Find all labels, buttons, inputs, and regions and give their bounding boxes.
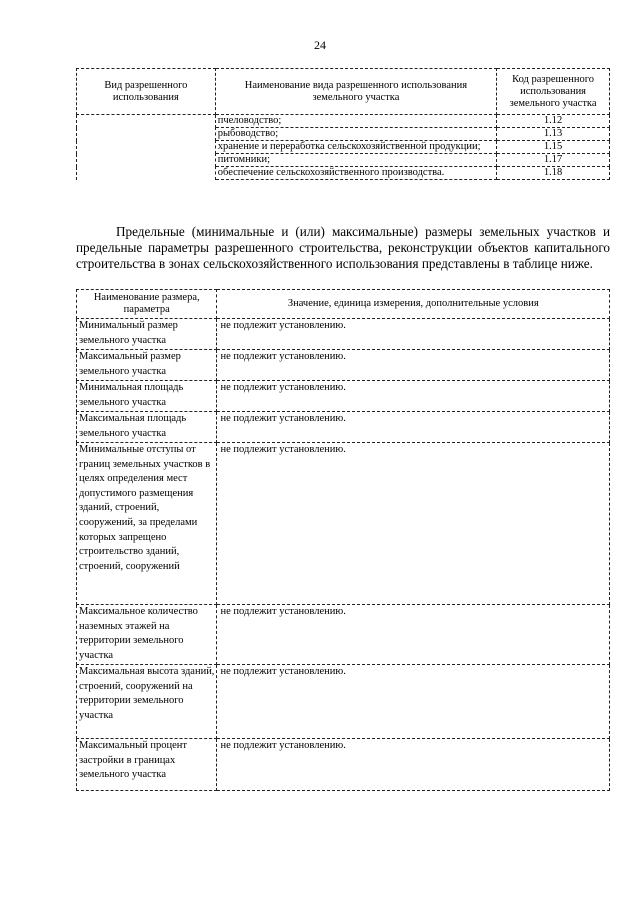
use-name-cell: пчеловодство; (215, 115, 496, 128)
parameter-name-cell: Максимальный процент застройки в границах земельного участка (77, 739, 217, 791)
parameters-table (76, 289, 610, 791)
page-number: 24 (314, 38, 326, 52)
parameter-value-cell: не подлежит установлению. (217, 443, 610, 605)
table-row (77, 319, 610, 350)
table-row (77, 605, 610, 665)
use-name-cell: рыбоводство; (215, 128, 496, 141)
table-row (77, 350, 610, 381)
use-code-cell: 1.12 (497, 115, 610, 128)
parameter-name-cell: Максимальный размер земельного участка (77, 350, 217, 381)
use-code-cell: 1.15 (497, 141, 610, 154)
parameter-name-cell: Максимальная высота зданий, строений, сооружений на территории земельного участка (77, 665, 217, 739)
parameter-name-cell: Максимальное количество наземных этажей на территории земельного участка (77, 605, 217, 665)
parameter-name-cell: Минимальные отступы от границ земельных участков в целях определения мест допустимого размещения зданий, строений, сооружений, за пределами которых запрещено строительство зданий, строений, сооружений (77, 443, 217, 605)
intro-paragraph: Предельные (минимальные и (или) максимальные) размеры земельных участков и предельные параметры разрешенного строительства, реконструкции объектов капитального строительства в зонах сельскохозяйственного использования представлены в таблице ниже. (76, 224, 610, 271)
use-name-cell: обеспечение сельскохозяйственного производства. (215, 167, 496, 180)
use-name-cell: хранение и переработка сельскохозяйственной продукции; (215, 141, 496, 154)
use-code-cell: 1.17 (497, 154, 610, 167)
parameter-value-cell: не подлежит установлению. (217, 739, 610, 791)
parameter-name-cell: Минимальный размер земельного участка (77, 319, 217, 350)
parameter-value-cell: не подлежит установлению. (217, 319, 610, 350)
parameter-value-cell: не подлежит установлению. (217, 665, 610, 739)
table-row (77, 739, 610, 791)
parameter-value-cell: не подлежит установлению. (217, 350, 610, 381)
table-row (77, 381, 610, 412)
table-row (77, 443, 610, 605)
header-use-code: Код разрешенного использования земельного участка (497, 69, 610, 115)
land-use-table (76, 68, 610, 180)
empty-use-type-cell (77, 115, 216, 180)
header-parameter-value: Значение, единица измерения, дополнительные условия (217, 290, 610, 319)
parameter-value-cell: не подлежит установлению. (217, 412, 610, 443)
header-parameter-name: Наименование размера, параметра (77, 290, 217, 319)
table-row (77, 412, 610, 443)
parameters-table-header (77, 290, 610, 319)
parameter-name-cell: Максимальная площадь земельного участка (77, 412, 217, 443)
header-use-name: Наименование вида разрешенного использования земельного участка (215, 69, 496, 115)
use-code-cell: 1.13 (497, 128, 610, 141)
use-code-cell: 1.18 (497, 167, 610, 180)
parameter-value-cell: не подлежит установлению. (217, 605, 610, 665)
use-name-cell: питомники; (215, 154, 496, 167)
table-row (77, 115, 610, 128)
header-use-type: Вид разрешенного использования (77, 69, 216, 115)
parameter-value-cell: не подлежит установлению. (217, 381, 610, 412)
parameter-name-cell: Минимальная площадь земельного участка (77, 381, 217, 412)
table-row (77, 665, 610, 739)
land-use-table-header (77, 69, 610, 115)
